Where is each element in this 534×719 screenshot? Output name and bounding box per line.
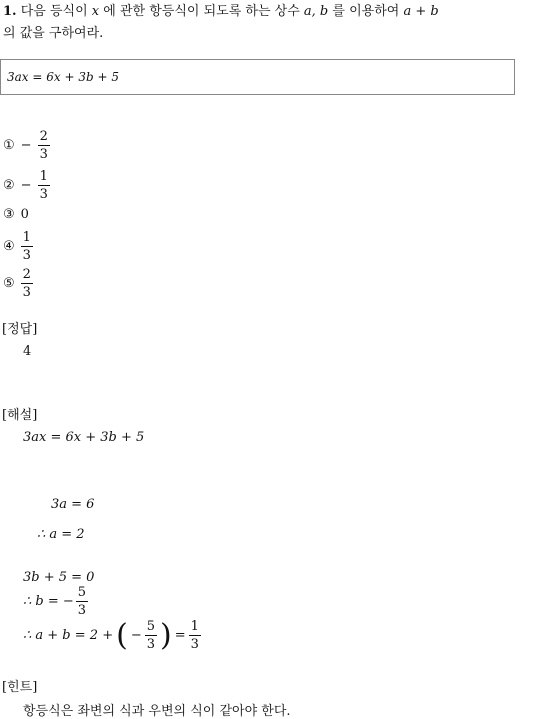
result-fraction: [189, 620, 201, 651]
choice-5[interactable]: [3, 268, 33, 299]
choice-marker: ⑤: [3, 276, 15, 291]
fraction-denominator: 3: [22, 285, 31, 300]
inner-fraction: [145, 620, 157, 651]
answer-label: [정답]: [2, 322, 38, 337]
close-paren: ): [160, 617, 172, 653]
equation-prefix: ∴ a + b = 2 +: [23, 628, 114, 643]
fraction-numerator: 1: [39, 169, 48, 184]
equation-prefix: ∴ b = −: [23, 594, 74, 609]
hint-text: 항등식은 좌변의 식과 우변의 식이 같아야 한다.: [23, 704, 291, 719]
fraction-denominator: 3: [146, 637, 155, 652]
question-text-b: 에 관한 항등식이 되도록 하는 상수: [103, 4, 300, 19]
fraction-numerator: 2: [22, 267, 31, 282]
question-number: 1.: [3, 4, 17, 19]
given-equation: 3ax = 6x + 3b + 5: [7, 70, 119, 84]
choice-marker: ②: [3, 178, 15, 193]
solution-equation-3: ∴ a = 2: [37, 527, 85, 542]
equals-sign: =: [174, 628, 186, 643]
fraction-numerator: 2: [39, 129, 48, 144]
choice-sign: −: [20, 178, 32, 193]
choice-sign: −: [20, 138, 32, 153]
question-text-a: 다음 등식이: [20, 4, 88, 19]
question-line-1: [3, 0, 439, 19]
choice-fraction: [38, 170, 50, 201]
solution-equation-4: 3b + 5 = 0: [23, 570, 95, 585]
solution-equation-2: 3a = 6: [51, 497, 95, 512]
question-text-d: 를 이용하여: [332, 4, 400, 19]
question-line-2: 의 값을 구하여라.: [3, 26, 104, 41]
solution-equation-1: 3ax = 6x + 3b + 5: [23, 430, 145, 445]
fraction-numerator: 5: [146, 619, 155, 634]
choice-marker: ①: [3, 138, 15, 153]
open-paren: (: [116, 617, 128, 653]
fraction-numerator: 1: [22, 230, 31, 245]
solution-equation-5: [23, 586, 88, 617]
choice-fraction: [21, 268, 33, 299]
question-expr-a-plus-b: a + b: [403, 4, 439, 19]
solution-label: [해설]: [2, 408, 38, 423]
question-vars-ab: a, b: [303, 4, 329, 19]
hint-label: [힌트]: [2, 680, 38, 695]
inner-sign: −: [130, 628, 142, 643]
choice-fraction: [38, 130, 50, 161]
fraction-numerator: 5: [77, 585, 87, 600]
choice-fraction: [21, 231, 33, 262]
choice-marker: ③: [3, 207, 15, 222]
solution-equation-6: [23, 617, 201, 653]
fraction-denominator: 3: [22, 248, 31, 263]
answer-value: 4: [23, 344, 32, 359]
choice-2[interactable]: [3, 170, 50, 201]
choice-value: 0: [20, 207, 29, 222]
choice-3[interactable]: [3, 207, 29, 222]
choice-1[interactable]: [3, 130, 50, 161]
fraction-denominator: 3: [39, 147, 48, 162]
fraction-denominator: 3: [39, 187, 48, 202]
fraction-denominator: 3: [77, 603, 87, 618]
choice-4[interactable]: [3, 231, 33, 262]
fraction-numerator: 1: [190, 619, 199, 634]
choice-marker: ④: [3, 239, 15, 254]
fraction-denominator: 3: [190, 637, 199, 652]
equation-fraction: [76, 586, 88, 617]
question-var-x: x: [91, 4, 100, 19]
